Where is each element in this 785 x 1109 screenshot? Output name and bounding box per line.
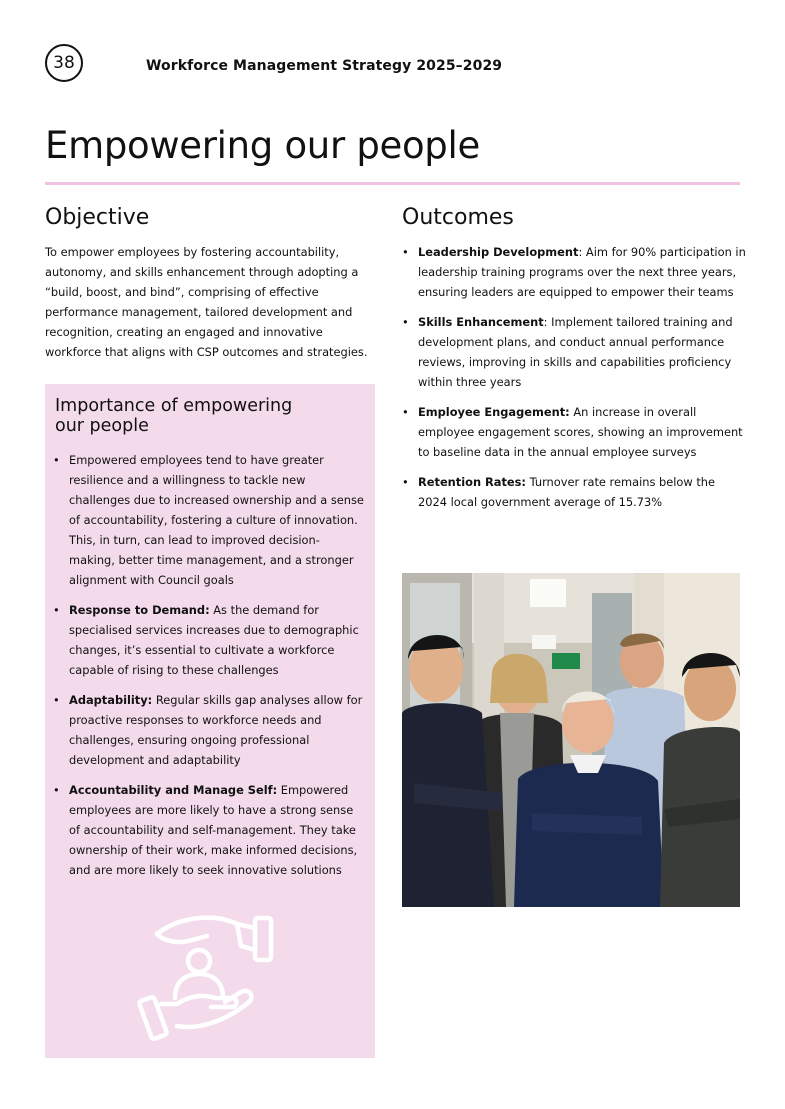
list-item: [402, 472, 747, 512]
hands-protecting-person-icon: [137, 906, 287, 1046]
item-text: Regular skills gap analyses allow for proactive responses to workforce needs and challenges, ensuring ongoing professional development and adaptability: [69, 693, 363, 767]
item-label: Adaptability:: [69, 693, 153, 707]
outcomes-heading: Outcomes: [402, 205, 514, 230]
importance-list: [53, 450, 365, 890]
importance-heading: Importance of empowering our people: [55, 396, 293, 436]
item-label: Response to Demand:: [69, 603, 210, 617]
list-item: [53, 780, 365, 880]
item-text: : Aim for 90% participation in leadership training programs over the next three years, ensuring leaders are equipped to empower their teams: [418, 245, 746, 299]
list-item: [402, 242, 747, 302]
title-divider: [45, 182, 740, 185]
page-number-text: 38: [53, 53, 75, 73]
document-title: Workforce Management Strategy 2025–2029: [146, 58, 503, 74]
item-label: Leadership Development: [418, 245, 579, 259]
item-text: An increase in overall employee engagement scores, showing an improvement to baseline data in the annual employee surveys: [418, 405, 743, 459]
item-text: As the demand for specialised services increases due to demographic changes, it’s essential to cultivate a workforce capable of rising to these challenges: [69, 603, 359, 677]
item-text: Empowered employees are more likely to have a strong sense of accountability and self-management. They take ownership of their work, make informed decisions, and are more likely to seek innovative solutions: [69, 783, 358, 877]
objective-heading: Objective: [45, 205, 150, 230]
page-number: [45, 44, 83, 82]
objective-text: To empower employees by fostering accountability, autonomy, and skills enhancement through adopting a “build, boost, and bind”, comprising of effective performance management, tailored development and recognition, creating an engaged and innovative workforce that aligns with CSP outcomes and strategies.: [45, 245, 368, 359]
item-label: Skills Enhancement: [418, 315, 544, 329]
list-item: [402, 402, 747, 462]
list-item: [53, 690, 365, 770]
item-text: Turnover rate remains below the 2024 local government average of 15.73%: [418, 475, 716, 509]
list-item: [402, 312, 747, 392]
list-item: [53, 600, 365, 680]
item-label: Accountability and Manage Self:: [69, 783, 278, 797]
item-text: Empowered employees tend to have greater resilience and a willingness to tackle new challenges due to increased ownership and a sense of accountability, fostering a culture of innovation. This, in turn, can lead to improved decision-making, better time management, and a stronger alignment with Council goals: [69, 453, 364, 587]
item-text: : Implement tailored training and development plans, and conduct annual performance reviews, improving in skills and capabilities proficiency within three years: [418, 315, 733, 389]
importance-panel: [45, 384, 375, 1058]
outcomes-list: [402, 242, 747, 522]
page-title: Empowering our people: [45, 124, 480, 167]
item-label: Retention Rates:: [418, 475, 526, 489]
item-label: Employee Engagement:: [418, 405, 570, 419]
list-item: [53, 450, 365, 590]
team-photo: [402, 573, 740, 907]
